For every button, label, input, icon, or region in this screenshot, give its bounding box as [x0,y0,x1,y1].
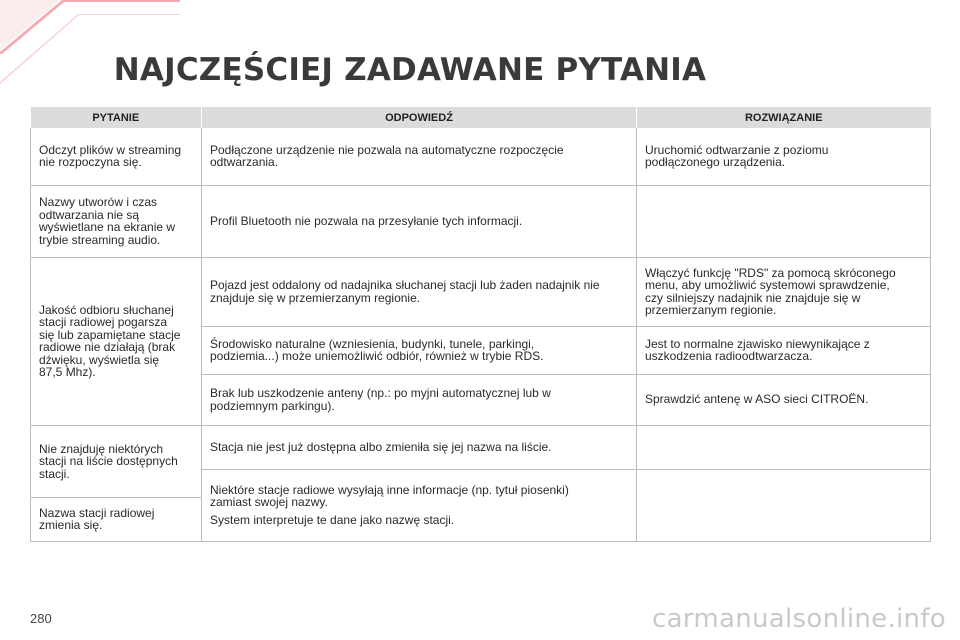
question-line: dźwięku, wyświetla się [39,352,160,367]
solution-line: Uruchomić odtwarzanie z poziomu [645,142,829,157]
answer-cell [202,128,637,185]
answer-line: zamiast swojej nazwy. [210,495,328,510]
answer-line: odtwarzania. [210,155,279,170]
answer-line: Brak lub uszkodzenie anteny (np.: po myjni automatycznej lub w [210,386,551,400]
solution-cell-empty [637,425,931,469]
answer-line: Stacja nie jest już dostępna albo zmieniła się jej nazwa na liście. [210,439,552,454]
solution-cell [637,257,931,326]
question-line: Nazwy utworów i czas [39,195,158,209]
question-line: Nie znajduję niektórych [39,441,164,456]
answer-cell [202,185,637,257]
question-line: się lub zapamiętane stacje [39,327,181,342]
question-cell [31,425,202,497]
solution-cell [637,326,931,374]
question-line: zmienia się. [39,518,103,532]
column-header-question: PYTANIE [31,107,202,128]
answer-line: znajduje się w przemierzanym regionie. [210,290,421,305]
answer-cell [202,257,637,326]
solution-line: menu, aby umożliwić systemowi sprawdzenie, [645,278,890,292]
solution-cell [637,128,931,185]
solution-cell-empty [637,185,931,257]
answer-line: System interpretuje te dane jako nazwę stacji. [210,512,455,527]
question-line: stacji. [39,466,70,481]
solution-cell-empty [637,469,931,541]
question-cell [31,185,202,257]
solution-line: Sprawdzić antenę w ASO sieci CITROËN. [645,392,869,407]
solution-line: Włączyć funkcję "RDS" za pomocą skróconego [645,265,896,280]
column-header-solution: ROZWIĄZANIE [637,107,931,128]
question-line: trybie streaming audio. [39,232,161,247]
question-line: Odczyt plików w streaming [39,142,182,157]
answer-line: Niektóre stacje radiowe wysyłają inne informacje (np. tytuł piosenki) [210,482,569,497]
faq-table [30,107,931,542]
question-line: odtwarzania nie są [39,207,140,222]
solution-line: przemierzanym regionie. [645,303,777,317]
question-line: Jakość odbioru słuchanej [39,302,174,317]
answer-line: podziemnym parkingu). [210,398,335,413]
page-number: 280 [30,611,52,626]
solution-line: Jest to normalne zjawisko niewynikające z [645,336,870,351]
answer-cell [202,374,637,425]
answer-line: Środowisko naturalne (wzniesienia, budynki, tunele, parkingi, [210,336,535,351]
answer-line: Profil Bluetooth nie pozwala na przesyłanie tych informacji. [210,213,523,228]
question-line: radiowe nie działają (brak [39,340,176,354]
answer-cell [202,469,637,541]
question-line: nie rozpoczyna się. [39,155,142,170]
question-line: stacji radiowej pogarsza [39,315,168,329]
table-row [31,185,931,257]
question-cell [31,257,202,425]
answer-line: Podłączone urządzenie nie pozwala na automatyczne rozpoczęcie [210,142,564,157]
solution-line: czy silniejszy nadajnik nie znajduje się w [645,290,861,305]
solution-line: podłączonego urządzenia. [645,155,786,170]
question-line: 87,5 Mhz). [39,365,96,379]
column-header-answer: ODPOWIEDŹ [202,107,637,128]
question-line: wyświetlane na ekranie w [39,220,176,234]
question-line: stacji na liście dostępnych [39,454,178,468]
solution-line: uszkodzenia radioodtwarzacza. [645,349,813,363]
table-row [31,425,931,469]
answer-cell [202,326,637,374]
answer-cell [202,425,637,469]
question-cell [31,497,202,541]
answer-line: Pojazd jest oddalony od nadajnika słuchanej stacji lub żaden nadajnik nie [210,278,600,292]
table-row [31,128,931,185]
table-row [31,257,931,326]
answer-line: podziemia...) może uniemożliwić odbiór, również w trybie RDS. [210,349,544,363]
question-cell [31,128,202,185]
solution-cell [637,374,931,425]
watermark-text: carmanualsonline.info [651,604,946,634]
page-title: NAJCZĘŚCIEJ ZADAWANE PYTANIA [113,52,707,88]
table-header-row [31,107,931,128]
question-line: Nazwa stacji radiowej [39,505,155,520]
